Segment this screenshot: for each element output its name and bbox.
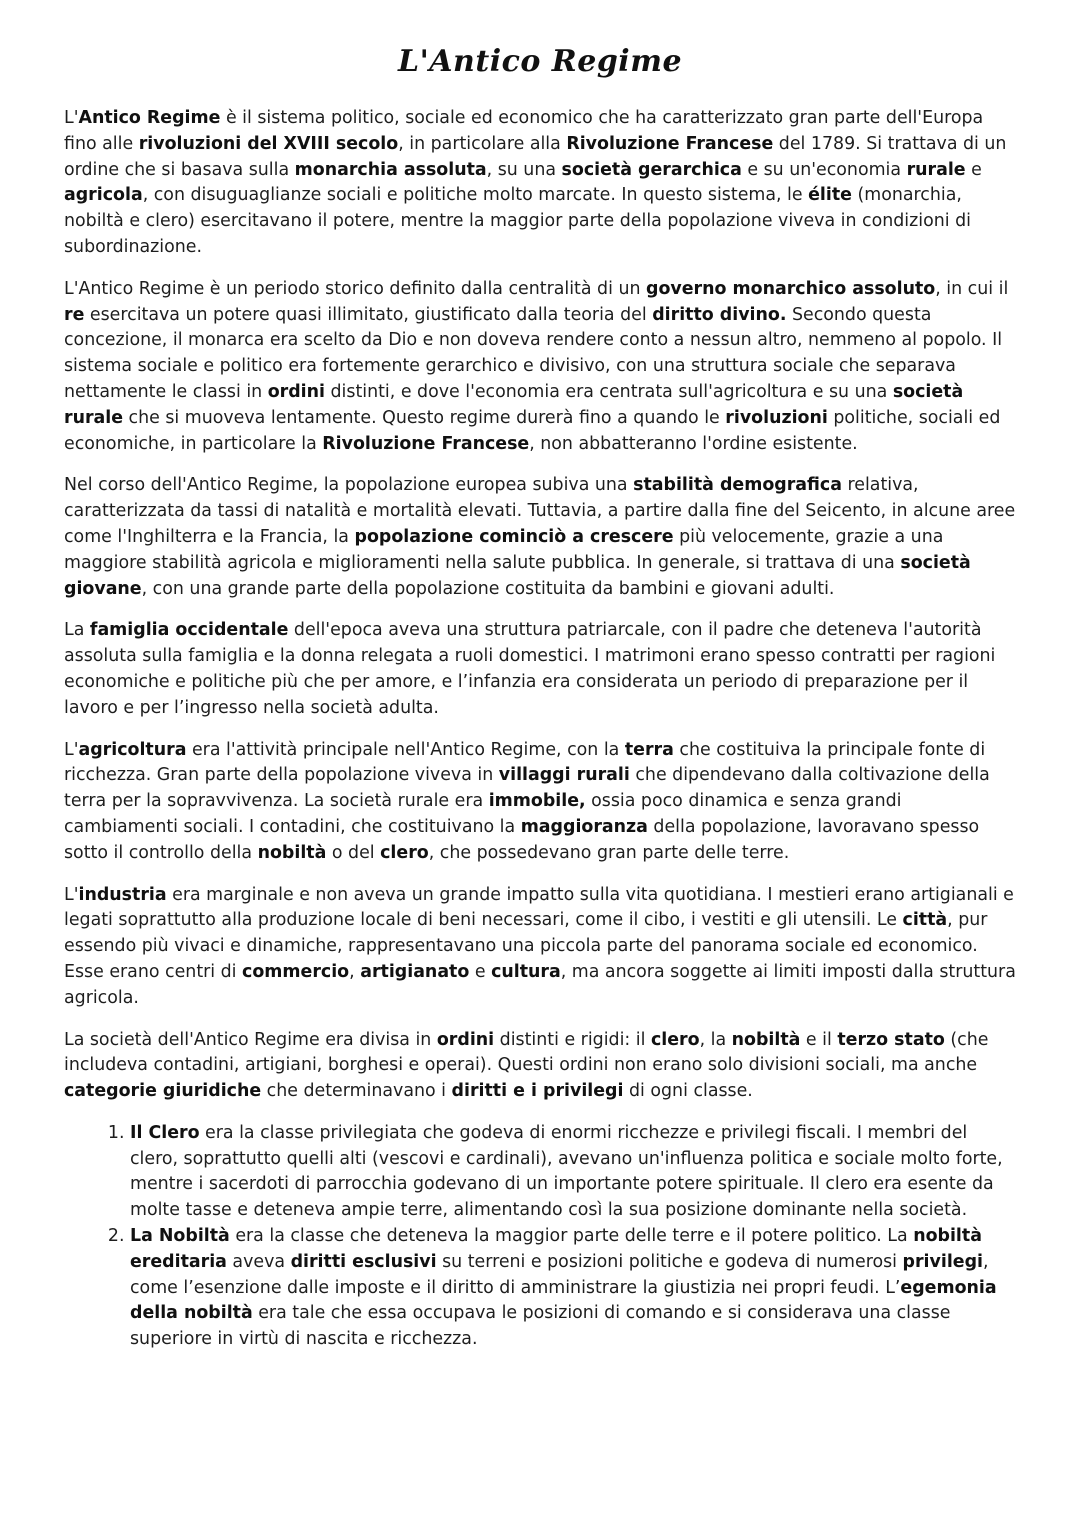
text-segment: , ma ancora soggette ai limiti imposti dalla struttura agricola.: [64, 961, 1016, 1008]
text-segment: (monarchia, nobiltà e clero) esercitavano il potere, mentre la maggior parte della popolazione viveva in condizioni di subordinazione.: [64, 185, 971, 257]
paragraph: [64, 473, 1019, 602]
bold-text: nobiltà: [257, 842, 327, 863]
text-segment: , come l’esenzione dalle imposte e il diritto di amministrare la giustizia nei propri feudi. L’: [130, 1251, 989, 1298]
text-segment: L'Antico Regime è un periodo storico definito dalla centralità di un: [64, 278, 647, 299]
paragraph: [64, 883, 1019, 1012]
bold-text: agricoltura: [78, 739, 187, 760]
text-segment: che dipendevano dalla coltivazione della terra per la sopravvivenza. La società rurale era: [64, 765, 990, 812]
bold-text: categorie giuridiche: [64, 1081, 262, 1102]
text-segment: , pur essendo più vivaci e dinamiche, rappresentavano una piccola parte del panorama sociale ed economico. Esse erano centri di: [64, 910, 988, 982]
text-segment: aveva: [226, 1251, 291, 1272]
bold-text: città: [902, 910, 948, 931]
text-segment: La: [64, 620, 90, 641]
text-segment: L': [64, 108, 79, 128]
text-segment: e: [965, 159, 982, 180]
bold-text: maggioranza: [520, 816, 648, 837]
text-segment: era la classe che deteneva la maggior parte delle terre e il potere politico. La: [229, 1226, 914, 1247]
bold-text: Rivoluzione Francese: [322, 433, 530, 454]
bold-text: clero: [380, 842, 429, 863]
paragraph: [64, 738, 1019, 867]
text-segment: relativa, caratterizzata da tassi di natalità e mortalità elevati. Tuttavia, a partire dalla fine del Seicento, in alcune aree come l'Inghilterra e la Francia, la: [64, 475, 1016, 547]
text-segment: , la: [699, 1029, 732, 1050]
list-item: [130, 1121, 1019, 1224]
bold-text: industria: [78, 884, 167, 905]
text-segment: , che possedevano gran parte delle terre.: [428, 842, 790, 863]
bold-text: élite: [808, 185, 852, 206]
text-segment: più velocemente, grazie a una maggiore stabilità agricola e miglioramenti nella salute pubblica. In generale, si trattava di una: [64, 526, 944, 573]
text-segment: La società dell'Antico Regime era divisa in: [64, 1029, 437, 1050]
bold-text: monarchia assoluta: [294, 159, 487, 180]
text-segment: L': [64, 884, 79, 905]
page-title: L'Antico Regime: [397, 44, 683, 79]
text-segment: politiche, sociali ed economiche, in particolare la: [64, 407, 1001, 454]
text-segment: distinti, e dove l'economia era centrata sull'agricoltura e su una: [324, 381, 893, 402]
bold-text: ordini: [436, 1029, 495, 1050]
bold-text: agricola: [64, 185, 143, 206]
text-segment: che determinavano i: [261, 1081, 452, 1102]
bold-text: società rurale: [64, 381, 964, 428]
bold-text: egemonia della nobiltà: [130, 1277, 997, 1324]
text-segment: era marginale e non aveva un grande impatto sulla vita quotidiana. I mestieri erano artigianali e legati soprattutto alla produzione locale di beni necessari, come il cibo, i vestiti e gli utensili. Le: [64, 884, 1014, 931]
text-segment: dell'epoca aveva una struttura patriarcale, con il padre che deteneva l'autorità assoluta sulla famiglia e la donna relegata a ruoli domestici. I matrimoni erano spesso contratti per ragioni economiche e politiche più che per amore, e l’infanzia era considerata un periodo di preparazione per il lavoro e per l’ingresso nella società adulta.: [64, 620, 996, 718]
bold-text: stabilità demografica: [633, 475, 842, 496]
bold-text: ordini: [267, 381, 325, 402]
bold-text: nobiltà: [731, 1029, 801, 1050]
text-segment: di ogni classe.: [623, 1081, 753, 1102]
bold-text: rivoluzioni del XVIII secolo: [138, 133, 399, 154]
bold-text: società giovane: [64, 552, 971, 599]
text-segment: , in particolare alla: [398, 133, 567, 154]
text-segment: su terreni e posizioni politiche e godeva di numerosi: [436, 1251, 903, 1272]
bold-text: Rivoluzione Francese: [566, 133, 774, 154]
bold-text: Antico Regime: [78, 108, 221, 128]
text-segment: e il: [800, 1029, 838, 1050]
bold-text: Il Clero: [130, 1122, 200, 1143]
text-segment: , non abbatteranno l'ordine esistente.: [529, 433, 858, 454]
paragraph: [64, 1028, 1019, 1105]
text-segment: o del: [326, 842, 381, 863]
text-segment: , con disuguaglianze sociali e politiche molto marcate. In questo sistema, le: [142, 185, 809, 206]
text-segment: , in cui il: [935, 278, 1009, 299]
bold-text: villaggi rurali: [498, 765, 630, 786]
list-item: [130, 1224, 1019, 1353]
paragraph: [64, 106, 1019, 261]
paragraph: [64, 618, 1019, 721]
bold-text: artigianato: [360, 961, 470, 982]
text-segment: , con una grande parte della popolazione costituita da bambini e giovani adulti.: [141, 578, 835, 599]
text-segment: era tale che essa occupava le posizioni di comando e si considerava una classe superiore in virtù di nascita e ricchezza.: [130, 1303, 951, 1350]
text-segment: ,: [349, 961, 361, 982]
text-segment: , su una: [486, 159, 562, 180]
bold-text: terra: [624, 739, 674, 760]
bold-text: diritti esclusivi: [290, 1251, 437, 1272]
text-segment: L': [64, 739, 79, 760]
bold-text: cultura: [491, 961, 561, 982]
bold-text: diritto divino.: [652, 304, 787, 325]
document-body: [64, 106, 1019, 1353]
bold-text: immobile,: [488, 791, 586, 812]
bold-text: rurale: [906, 159, 966, 180]
text-segment: distinti e rigidi: il: [494, 1029, 651, 1050]
bold-text: governo monarchico assoluto: [646, 278, 936, 299]
text-segment: che costituiva la principale fonte di ricchezza. Gran parte della popolazione viveva in: [64, 739, 986, 786]
bold-text: clero: [650, 1029, 700, 1050]
text-segment: era la classe privilegiata che godeva di enormi ricchezze e privilegi fiscali. I membri del clero, soprattutto quelli alti (vescovi e cardinali), avevano un'influenza politica e sociale molto forte, mentre i sacerdoti di parrocchia godevano di un importante potere spirituale. Il clero era esente da molte tasse e deteneva ampie terre, alimentando così la sua posizione dominante nella società.: [130, 1122, 1003, 1221]
bold-text: La Nobiltà: [130, 1226, 230, 1247]
bold-text: società gerarchica: [561, 159, 742, 180]
text-segment: del 1789. Si trattava di un ordine che si basava sulla: [64, 133, 1007, 180]
text-segment: della popolazione, lavoravano spesso sotto il controllo della: [64, 816, 980, 863]
bold-text: re: [64, 304, 85, 325]
paragraph: [64, 277, 1019, 458]
text-segment: e: [469, 961, 492, 982]
bold-text: privilegi: [902, 1251, 983, 1272]
text-segment: e su un'economia: [741, 159, 907, 180]
bold-text: terzo stato: [837, 1029, 945, 1050]
text-segment: Nel corso dell'Antico Regime, la popolazione europea subiva una: [64, 475, 634, 496]
bold-text: commercio: [242, 961, 350, 982]
bold-text: rivoluzioni: [725, 407, 828, 428]
text-segment: che si muoveva lentamente. Questo regime durerà fino a quando le: [123, 407, 726, 428]
text-segment: è il sistema politico, sociale ed economico che ha caratterizzato gran parte dell'Europa fino alle: [64, 108, 984, 154]
text-segment: (che includeva contadini, artigiani, borghesi e operai). Questi ordini non erano solo divisioni sociali, ma anche: [64, 1029, 989, 1076]
paragraphs: [64, 106, 1019, 1105]
bold-text: popolazione cominciò a crescere: [354, 526, 674, 547]
orders-list: [64, 1121, 1019, 1353]
text-segment: esercitava un potere quasi illimitato, giustificato dalla teoria del: [84, 304, 653, 325]
text-segment: Secondo questa concezione, il monarca era scelto da Dio e non doveva rendere conto a nessun altro, nemmeno al popolo. Il sistema sociale e politico era fortemente gerarchico e divisivo, con una struttura sociale che separava nettamente le classi in: [64, 304, 1003, 402]
text-segment: ossia poco dinamica e senza grandi cambiamenti sociali. I contadini, che costituivano la: [64, 791, 902, 837]
bold-text: diritti e i privilegi: [451, 1081, 624, 1102]
text-segment: era l'attività principale nell'Antico Regime, con la: [186, 739, 625, 760]
bold-text: nobiltà ereditaria: [130, 1226, 982, 1272]
bold-text: famiglia occidentale: [89, 620, 289, 641]
